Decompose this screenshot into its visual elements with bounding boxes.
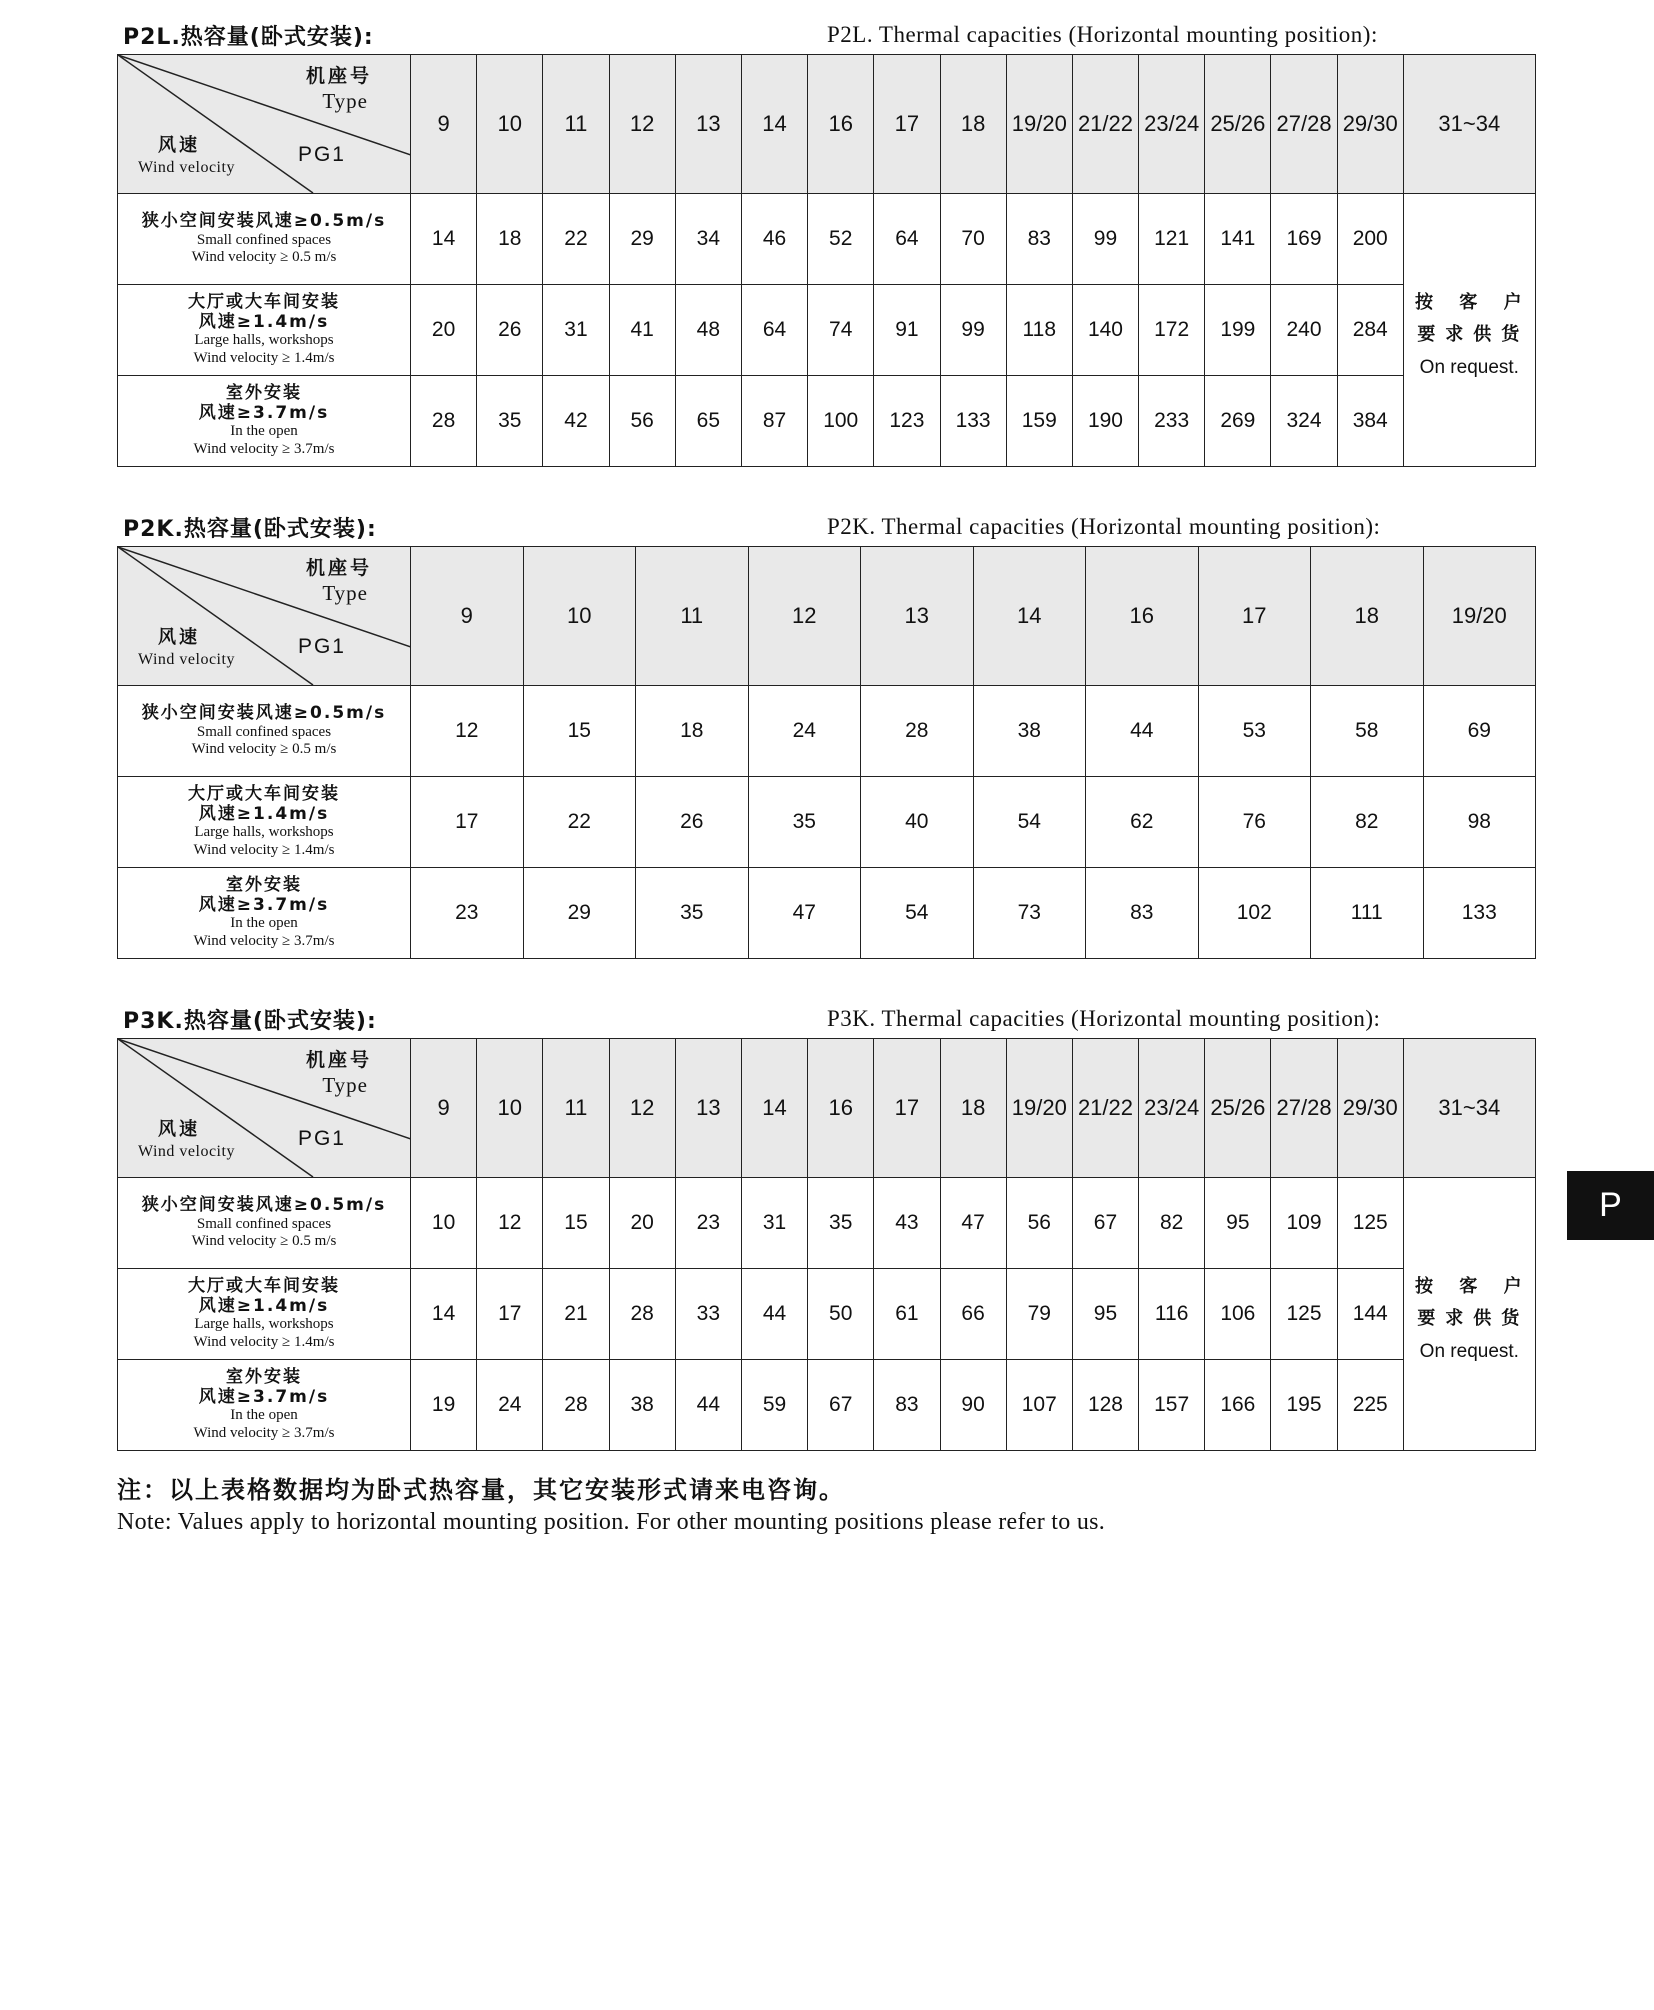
table-cell: 41 [609, 285, 675, 376]
corner-wind-cn: 风速 [158, 135, 200, 156]
table-cell: 14 [411, 194, 477, 285]
section-title-en: P2K. Thermal capacities (Horizontal mounting position): [827, 514, 1381, 539]
table-cell: 133 [1423, 868, 1536, 959]
table-cell: 82 [1139, 1178, 1205, 1269]
row-label-en2: Wind velocity ≥ 3.7m/s [193, 1424, 335, 1441]
corner-wind-en: Wind velocity [138, 1143, 235, 1160]
table-cell: 28 [411, 376, 477, 467]
type-header: 9 [411, 55, 477, 194]
corner-type-cn: 机座号 [305, 557, 372, 579]
corner-pg: PG1 [297, 143, 346, 166]
table-row [118, 285, 1536, 376]
table-cell: 35 [748, 777, 861, 868]
type-header: 19/20 [1006, 1039, 1072, 1178]
type-header: 27/28 [1271, 55, 1337, 194]
table-cell: 109 [1271, 1178, 1337, 1269]
table-cell: 140 [1072, 285, 1138, 376]
table-cell: 35 [808, 1178, 874, 1269]
row-label [118, 1178, 411, 1269]
row-label [118, 1360, 411, 1451]
type-header: 29/30 [1337, 1039, 1403, 1178]
table-cell: 384 [1337, 376, 1403, 467]
table-cell: 324 [1271, 376, 1337, 467]
type-header: 10 [477, 1039, 543, 1178]
type-header: 13 [675, 1039, 741, 1178]
table-cell: 69 [1423, 686, 1536, 777]
table-cell: 169 [1271, 194, 1337, 285]
corner-type-en: Type [322, 89, 368, 113]
table-cell: 54 [973, 777, 1086, 868]
row-label-en1: In the open [230, 423, 298, 440]
table-cell: 95 [1205, 1178, 1271, 1269]
table-cell: 125 [1337, 1178, 1403, 1269]
table-cell: 87 [741, 376, 807, 467]
row-label-cn1: 室外安装 [226, 383, 302, 404]
table-cell: 28 [543, 1360, 609, 1451]
corner-type-cn: 机座号 [305, 1049, 372, 1071]
table-cell: 284 [1337, 285, 1403, 376]
table-cell: 102 [1198, 868, 1311, 959]
table-cell: 29 [523, 868, 636, 959]
type-header: 31~34 [1403, 1039, 1535, 1178]
table-cell: 106 [1205, 1269, 1271, 1360]
row-label-en1: Large halls, workshops [194, 824, 334, 841]
table-cell: 141 [1205, 194, 1271, 285]
section-title-cn: P2K.热容量(卧式安装): [123, 517, 377, 542]
table-cell: 44 [741, 1269, 807, 1360]
table-section-p2k [117, 510, 1535, 949]
row-label-cn: 狭小空间安装风速≥0.5m/s [141, 210, 387, 231]
table-cell: 18 [636, 686, 749, 777]
table-cell: 74 [808, 285, 874, 376]
table-cell: 83 [1086, 868, 1199, 959]
table-cell: 83 [1006, 194, 1072, 285]
table-cell: 73 [973, 868, 1086, 959]
row-label-cn2: 风速≥1.4m/s [198, 803, 330, 824]
table-cell: 46 [741, 194, 807, 285]
table-cell: 50 [808, 1269, 874, 1360]
table-cell: 12 [411, 686, 524, 777]
on-request-cell [1403, 194, 1535, 467]
type-header: 18 [1311, 547, 1424, 686]
row-label [118, 686, 411, 777]
on-request-cell [1403, 1178, 1535, 1451]
table-cell: 58 [1311, 686, 1424, 777]
table-cell: 172 [1139, 285, 1205, 376]
row-label-en2: Wind velocity ≥ 0.5 m/s [191, 248, 337, 265]
table-cell: 116 [1139, 1269, 1205, 1360]
type-header: 11 [543, 55, 609, 194]
header-row [118, 1039, 1536, 1178]
table-cell: 91 [874, 285, 940, 376]
table-cell: 10 [411, 1178, 477, 1269]
table-cell: 83 [874, 1360, 940, 1451]
corner-wind-en: Wind velocity [138, 159, 235, 176]
table-section-p3k [117, 1002, 1535, 1441]
table-cell: 200 [1337, 194, 1403, 285]
row-label-en1: Small confined spaces [196, 231, 332, 248]
table-cell: 47 [940, 1178, 1006, 1269]
type-header: 13 [861, 547, 974, 686]
corner-type-en: Type [322, 581, 368, 605]
row-label-en2: Wind velocity ≥ 3.7m/s [193, 932, 335, 949]
corner-header [118, 55, 411, 194]
row-label-cn2: 风速≥3.7m/s [198, 894, 330, 915]
row-label-cn2: 风速≥3.7m/s [198, 1386, 330, 1407]
request-cn-2: 要求供货 [1417, 323, 1530, 345]
table-cell: 17 [411, 777, 524, 868]
section-title-cn: P3K.热容量(卧式安装): [123, 1009, 377, 1034]
table-cell: 64 [741, 285, 807, 376]
type-header: 17 [1198, 547, 1311, 686]
row-label-en2: Wind velocity ≥ 1.4m/s [193, 349, 335, 366]
table-cell: 125 [1271, 1269, 1337, 1360]
table-cell: 62 [1086, 777, 1199, 868]
type-header: 21/22 [1072, 55, 1138, 194]
table-cell: 166 [1205, 1360, 1271, 1451]
row-label-en2: Wind velocity ≥ 1.4m/s [193, 841, 335, 858]
footnote-en: Note: Values apply to horizontal mounting position. For other mounting positions please refer to us. [117, 1509, 1106, 1535]
capacity-table [117, 1038, 1536, 1451]
table-cell: 56 [1006, 1178, 1072, 1269]
type-header: 23/24 [1139, 55, 1205, 194]
table-cell: 23 [675, 1178, 741, 1269]
table-cell: 22 [543, 194, 609, 285]
header-row [118, 55, 1536, 194]
row-label [118, 777, 411, 868]
table-cell: 82 [1311, 777, 1424, 868]
table-cell: 95 [1072, 1269, 1138, 1360]
table-cell: 144 [1337, 1269, 1403, 1360]
table-cell: 233 [1139, 376, 1205, 467]
row-label-cn2: 风速≥3.7m/s [198, 402, 330, 423]
table-cell: 47 [748, 868, 861, 959]
table-cell: 111 [1311, 868, 1424, 959]
row-label-en1: Large halls, workshops [194, 1316, 334, 1333]
table-cell: 70 [940, 194, 1006, 285]
type-header: 11 [636, 547, 749, 686]
table-cell: 31 [741, 1178, 807, 1269]
table-row [118, 1178, 1536, 1269]
table-cell: 133 [940, 376, 1006, 467]
table-cell: 43 [874, 1178, 940, 1269]
request-en: On request. [1419, 356, 1519, 378]
row-label [118, 376, 411, 467]
table-cell: 33 [675, 1269, 741, 1360]
table-cell: 29 [609, 194, 675, 285]
table-row [118, 686, 1536, 777]
table-cell: 65 [675, 376, 741, 467]
type-header: 12 [748, 547, 861, 686]
corner-pg: PG1 [297, 1127, 346, 1150]
type-header: 14 [741, 55, 807, 194]
type-header: 16 [1086, 547, 1199, 686]
corner-type-cn: 机座号 [305, 65, 372, 87]
table-cell: 40 [861, 777, 974, 868]
table-cell: 100 [808, 376, 874, 467]
table-cell: 14 [411, 1269, 477, 1360]
row-label-en2: Wind velocity ≥ 0.5 m/s [191, 740, 337, 757]
table-row [118, 1360, 1536, 1451]
table-cell: 20 [411, 285, 477, 376]
table-cell: 99 [940, 285, 1006, 376]
row-label-cn2: 风速≥1.4m/s [198, 1295, 330, 1316]
table-cell: 48 [675, 285, 741, 376]
table-cell: 118 [1006, 285, 1072, 376]
row-label-en1: Small confined spaces [196, 1215, 332, 1232]
table-section-p2l [117, 18, 1535, 457]
table-cell: 18 [477, 194, 543, 285]
type-header: 16 [808, 55, 874, 194]
request-en: On request. [1419, 1340, 1519, 1362]
table-cell: 23 [411, 868, 524, 959]
table-cell: 28 [861, 686, 974, 777]
row-label-cn1: 室外安装 [226, 875, 302, 896]
type-header: 18 [940, 55, 1006, 194]
table-cell: 59 [741, 1360, 807, 1451]
row-label-cn1: 大厅或大车间安装 [188, 784, 340, 805]
table-cell: 128 [1072, 1360, 1138, 1451]
row-label-en1: In the open [230, 915, 298, 932]
type-header: 25/26 [1205, 1039, 1271, 1178]
table-cell: 20 [609, 1178, 675, 1269]
table-row [118, 1269, 1536, 1360]
row-label-cn: 狭小空间安装风速≥0.5m/s [141, 702, 387, 723]
table-row [118, 777, 1536, 868]
table-cell: 225 [1337, 1360, 1403, 1451]
table-cell: 76 [1198, 777, 1311, 868]
corner-header [118, 547, 411, 686]
table-cell: 123 [874, 376, 940, 467]
table-cell: 54 [861, 868, 974, 959]
type-header: 23/24 [1139, 1039, 1205, 1178]
table-cell: 15 [523, 686, 636, 777]
table-cell: 24 [477, 1360, 543, 1451]
request-cn-1: 按 客 户 [1415, 1275, 1532, 1297]
table-cell: 56 [609, 376, 675, 467]
corner-wind-cn: 风速 [158, 1119, 200, 1140]
header-row [118, 547, 1536, 686]
table-cell: 121 [1139, 194, 1205, 285]
row-label-en2: Wind velocity ≥ 1.4m/s [193, 1333, 335, 1350]
table-cell: 35 [477, 376, 543, 467]
row-label [118, 1269, 411, 1360]
type-header: 10 [523, 547, 636, 686]
table-cell: 38 [973, 686, 1086, 777]
table-cell: 42 [543, 376, 609, 467]
row-label [118, 868, 411, 959]
row-label-cn1: 室外安装 [226, 1367, 302, 1388]
section-title-cn: P2L.热容量(卧式安装): [123, 25, 374, 50]
type-header: 17 [874, 55, 940, 194]
table-cell: 240 [1271, 285, 1337, 376]
corner-type-en: Type [322, 1073, 368, 1097]
table-row [118, 868, 1536, 959]
table-cell: 28 [609, 1269, 675, 1360]
section-tab-p[interactable]: P [1567, 1171, 1654, 1240]
table-cell: 38 [609, 1360, 675, 1451]
type-header: 21/22 [1072, 1039, 1138, 1178]
table-cell: 53 [1198, 686, 1311, 777]
type-header: 10 [477, 55, 543, 194]
table-cell: 66 [940, 1269, 1006, 1360]
table-cell: 22 [523, 777, 636, 868]
type-header: 19/20 [1423, 547, 1536, 686]
table-cell: 21 [543, 1269, 609, 1360]
capacity-table [117, 546, 1536, 959]
table-cell: 99 [1072, 194, 1138, 285]
table-cell: 67 [1072, 1178, 1138, 1269]
type-header: 16 [808, 1039, 874, 1178]
footnote-cn: 注：以上表格数据均为卧式热容量，其它安装形式请来电咨询。 [117, 1476, 845, 1504]
table-cell: 44 [1086, 686, 1199, 777]
row-label [118, 285, 411, 376]
type-header: 17 [874, 1039, 940, 1178]
type-header: 29/30 [1337, 55, 1403, 194]
section-title-en: P2L. Thermal capacities (Horizontal mounting position): [827, 22, 1378, 47]
type-header: 14 [973, 547, 1086, 686]
row-label-en2: Wind velocity ≥ 3.7m/s [193, 440, 335, 457]
table-cell: 15 [543, 1178, 609, 1269]
table-cell: 35 [636, 868, 749, 959]
row-label-en1: Large halls, workshops [194, 332, 334, 349]
table-cell: 64 [874, 194, 940, 285]
table-cell: 67 [808, 1360, 874, 1451]
table-cell: 31 [543, 285, 609, 376]
table-cell: 17 [477, 1269, 543, 1360]
request-cn-2: 要求供货 [1417, 1307, 1530, 1329]
footnote [117, 1470, 1417, 1536]
row-label-cn1: 大厅或大车间安装 [188, 292, 340, 313]
table-cell: 34 [675, 194, 741, 285]
row-label-en1: Small confined spaces [196, 723, 332, 740]
table-cell: 159 [1006, 376, 1072, 467]
request-cn-1: 按 客 户 [1415, 291, 1532, 313]
row-label-cn2: 风速≥1.4m/s [198, 311, 330, 332]
table-cell: 195 [1271, 1360, 1337, 1451]
row-label-cn: 狭小空间安装风速≥0.5m/s [141, 1194, 387, 1215]
table-cell: 107 [1006, 1360, 1072, 1451]
type-header: 11 [543, 1039, 609, 1178]
table-cell: 199 [1205, 285, 1271, 376]
corner-wind-cn: 风速 [158, 627, 200, 648]
table-cell: 79 [1006, 1269, 1072, 1360]
row-label-cn1: 大厅或大车间安装 [188, 1276, 340, 1297]
table-cell: 52 [808, 194, 874, 285]
capacity-table [117, 54, 1536, 467]
row-label-en2: Wind velocity ≥ 0.5 m/s [191, 1232, 337, 1249]
type-header: 18 [940, 1039, 1006, 1178]
table-row [118, 194, 1536, 285]
type-header: 12 [609, 1039, 675, 1178]
corner-header [118, 1039, 411, 1178]
section-title-en: P3K. Thermal capacities (Horizontal mounting position): [827, 1006, 1381, 1031]
type-header: 25/26 [1205, 55, 1271, 194]
table-cell: 44 [675, 1360, 741, 1451]
table-cell: 26 [636, 777, 749, 868]
table-cell: 26 [477, 285, 543, 376]
type-header: 27/28 [1271, 1039, 1337, 1178]
row-label [118, 194, 411, 285]
table-cell: 90 [940, 1360, 1006, 1451]
table-cell: 12 [477, 1178, 543, 1269]
table-cell: 98 [1423, 777, 1536, 868]
corner-pg: PG1 [297, 635, 346, 658]
type-header: 9 [411, 547, 524, 686]
table-row [118, 376, 1536, 467]
row-label-en1: In the open [230, 1407, 298, 1424]
table-cell: 157 [1139, 1360, 1205, 1451]
table-cell: 190 [1072, 376, 1138, 467]
type-header: 13 [675, 55, 741, 194]
type-header: 9 [411, 1039, 477, 1178]
type-header: 19/20 [1006, 55, 1072, 194]
type-header: 14 [741, 1039, 807, 1178]
corner-wind-en: Wind velocity [138, 651, 235, 668]
table-cell: 269 [1205, 376, 1271, 467]
table-cell: 19 [411, 1360, 477, 1451]
table-cell: 61 [874, 1269, 940, 1360]
table-cell: 24 [748, 686, 861, 777]
type-header: 12 [609, 55, 675, 194]
type-header: 31~34 [1403, 55, 1535, 194]
